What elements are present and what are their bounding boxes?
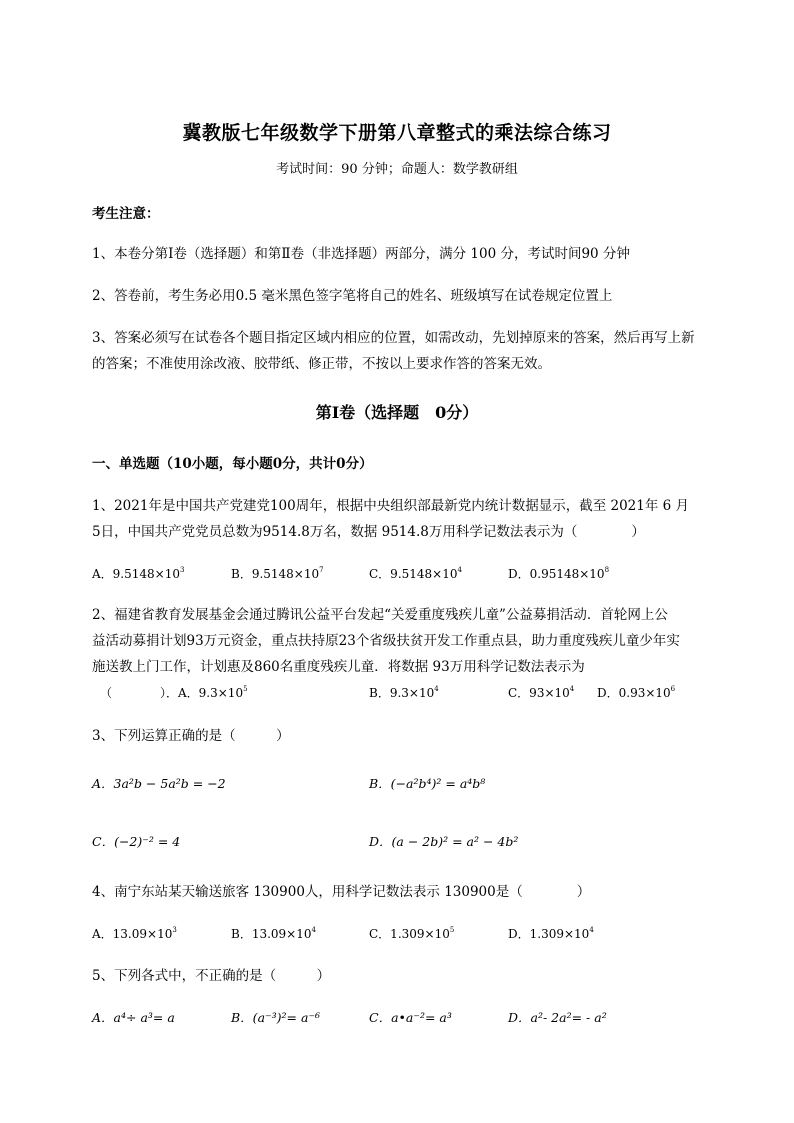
q2-option-b: B．$9.3\times 10^4$: [369, 685, 439, 700]
question-1-line: 1、2021年是中国共产党建党100周年，根据中央组织部最新党内统计数据显示，截至 2021年 6 月: [92, 498, 690, 514]
q5-option-d: D．a²- 2a²= - a²: [508, 1010, 607, 1025]
q2-option-c: C．$93\times 10^4$: [508, 685, 575, 700]
q1-option-d: D．$0.95148\times 10^8$: [508, 566, 610, 581]
question-1-line: 5日，中国共产党党员总数为9514.8万名，数据 9514.8万用科学记数法表示为（ ）: [92, 524, 645, 540]
q3-option-a: A．3a²b − 5a²b = −2: [92, 776, 226, 791]
note-item: 2、答卷前，考生务必用0.5 毫米黑色签字笔将自己的姓名、班级填写在试卷规定位置上: [92, 288, 613, 304]
question-5-stem: 5、下列各式中，不正确的是（ ）: [92, 968, 331, 984]
q5-option-b: B．(a⁻³)²= a⁻⁶: [231, 1010, 321, 1025]
page-title: 冀教版七年级数学下册第八章整式的乘法综合练习: [182, 122, 612, 144]
q1-option-b: B．$9.5148\times 10^7$: [231, 566, 324, 581]
note-item: 3、答案必须写在试卷各个题目指定区域内相应的位置，如需改动，先划掉原来的答案，然后再写上新: [92, 330, 695, 346]
question-2-line: 2、福建省教育发展基金会通过腾讯公益平台发起“关爱重度残疾儿童”公益募捐活动．首轮网上公: [92, 607, 668, 623]
q1-option-c: C．$9.5148\times 10^4$: [369, 566, 462, 581]
q4-option-c: C．$1.309\times 10^5$: [369, 926, 455, 941]
section-title: 第Ⅰ卷（选择题 0分）: [315, 403, 479, 422]
q3-option-c: C．(−2)⁻² = 4: [92, 834, 181, 849]
question-2-line: 益活动募捐计划93万元资金，重点扶持原23个省级扶贫开发工作重点县，助力重度残疾儿童少年实: [92, 633, 680, 649]
q4-option-a: A．$13.09\times 10^3$: [92, 926, 177, 941]
q1-option-a: A．$9.5148\times 10^3$: [92, 566, 185, 581]
question-3-stem: 3、下列运算正确的是（ ）: [92, 728, 290, 744]
q4-option-b: B．$13.09\times 10^4$: [231, 926, 316, 941]
question-4-stem: 4、南宁东站某天输送旅客 130900人，用科学记数法表示 130900是（ ）: [92, 884, 591, 900]
q2-option-d: D．$0.93\times 10^6$: [597, 685, 676, 700]
q2-option-a: （ ）．A．$9.3\times 10^5$: [100, 685, 248, 700]
note-item: 1、本卷分第Ⅰ卷（选择题）和第Ⅱ卷（非选择题）两部分，满分 100 分，考试时间90 分钟: [92, 246, 630, 262]
q4-option-d: D．$1.309\times 10^4$: [508, 926, 594, 941]
q5-option-c: C．a•a⁻²= a³: [369, 1010, 452, 1025]
question-2-line: 施送教上门工作，计划惠及860名重度残疾儿童．将数据 93万用科学记数法表示为: [92, 659, 585, 675]
part-heading: 一、单选题（10小题，每小题0分，共计0分）: [92, 456, 373, 472]
q3-option-d: D．(a − 2b)² = a² − 4b²: [369, 834, 519, 849]
q3-option-b: B．(−a²b⁴)² = a⁴b⁸: [369, 776, 486, 791]
notes-heading: 考生注意：: [92, 206, 160, 222]
q5-option-a: A．a⁴÷ a³= a: [92, 1010, 175, 1025]
note-item: 的答案；不准使用涂改液、胶带纸、修正带，不按以上要求作答的答案无效。: [92, 356, 551, 372]
exam-info: 考试时间：90 分钟；命题人：数学教研组: [276, 162, 518, 177]
